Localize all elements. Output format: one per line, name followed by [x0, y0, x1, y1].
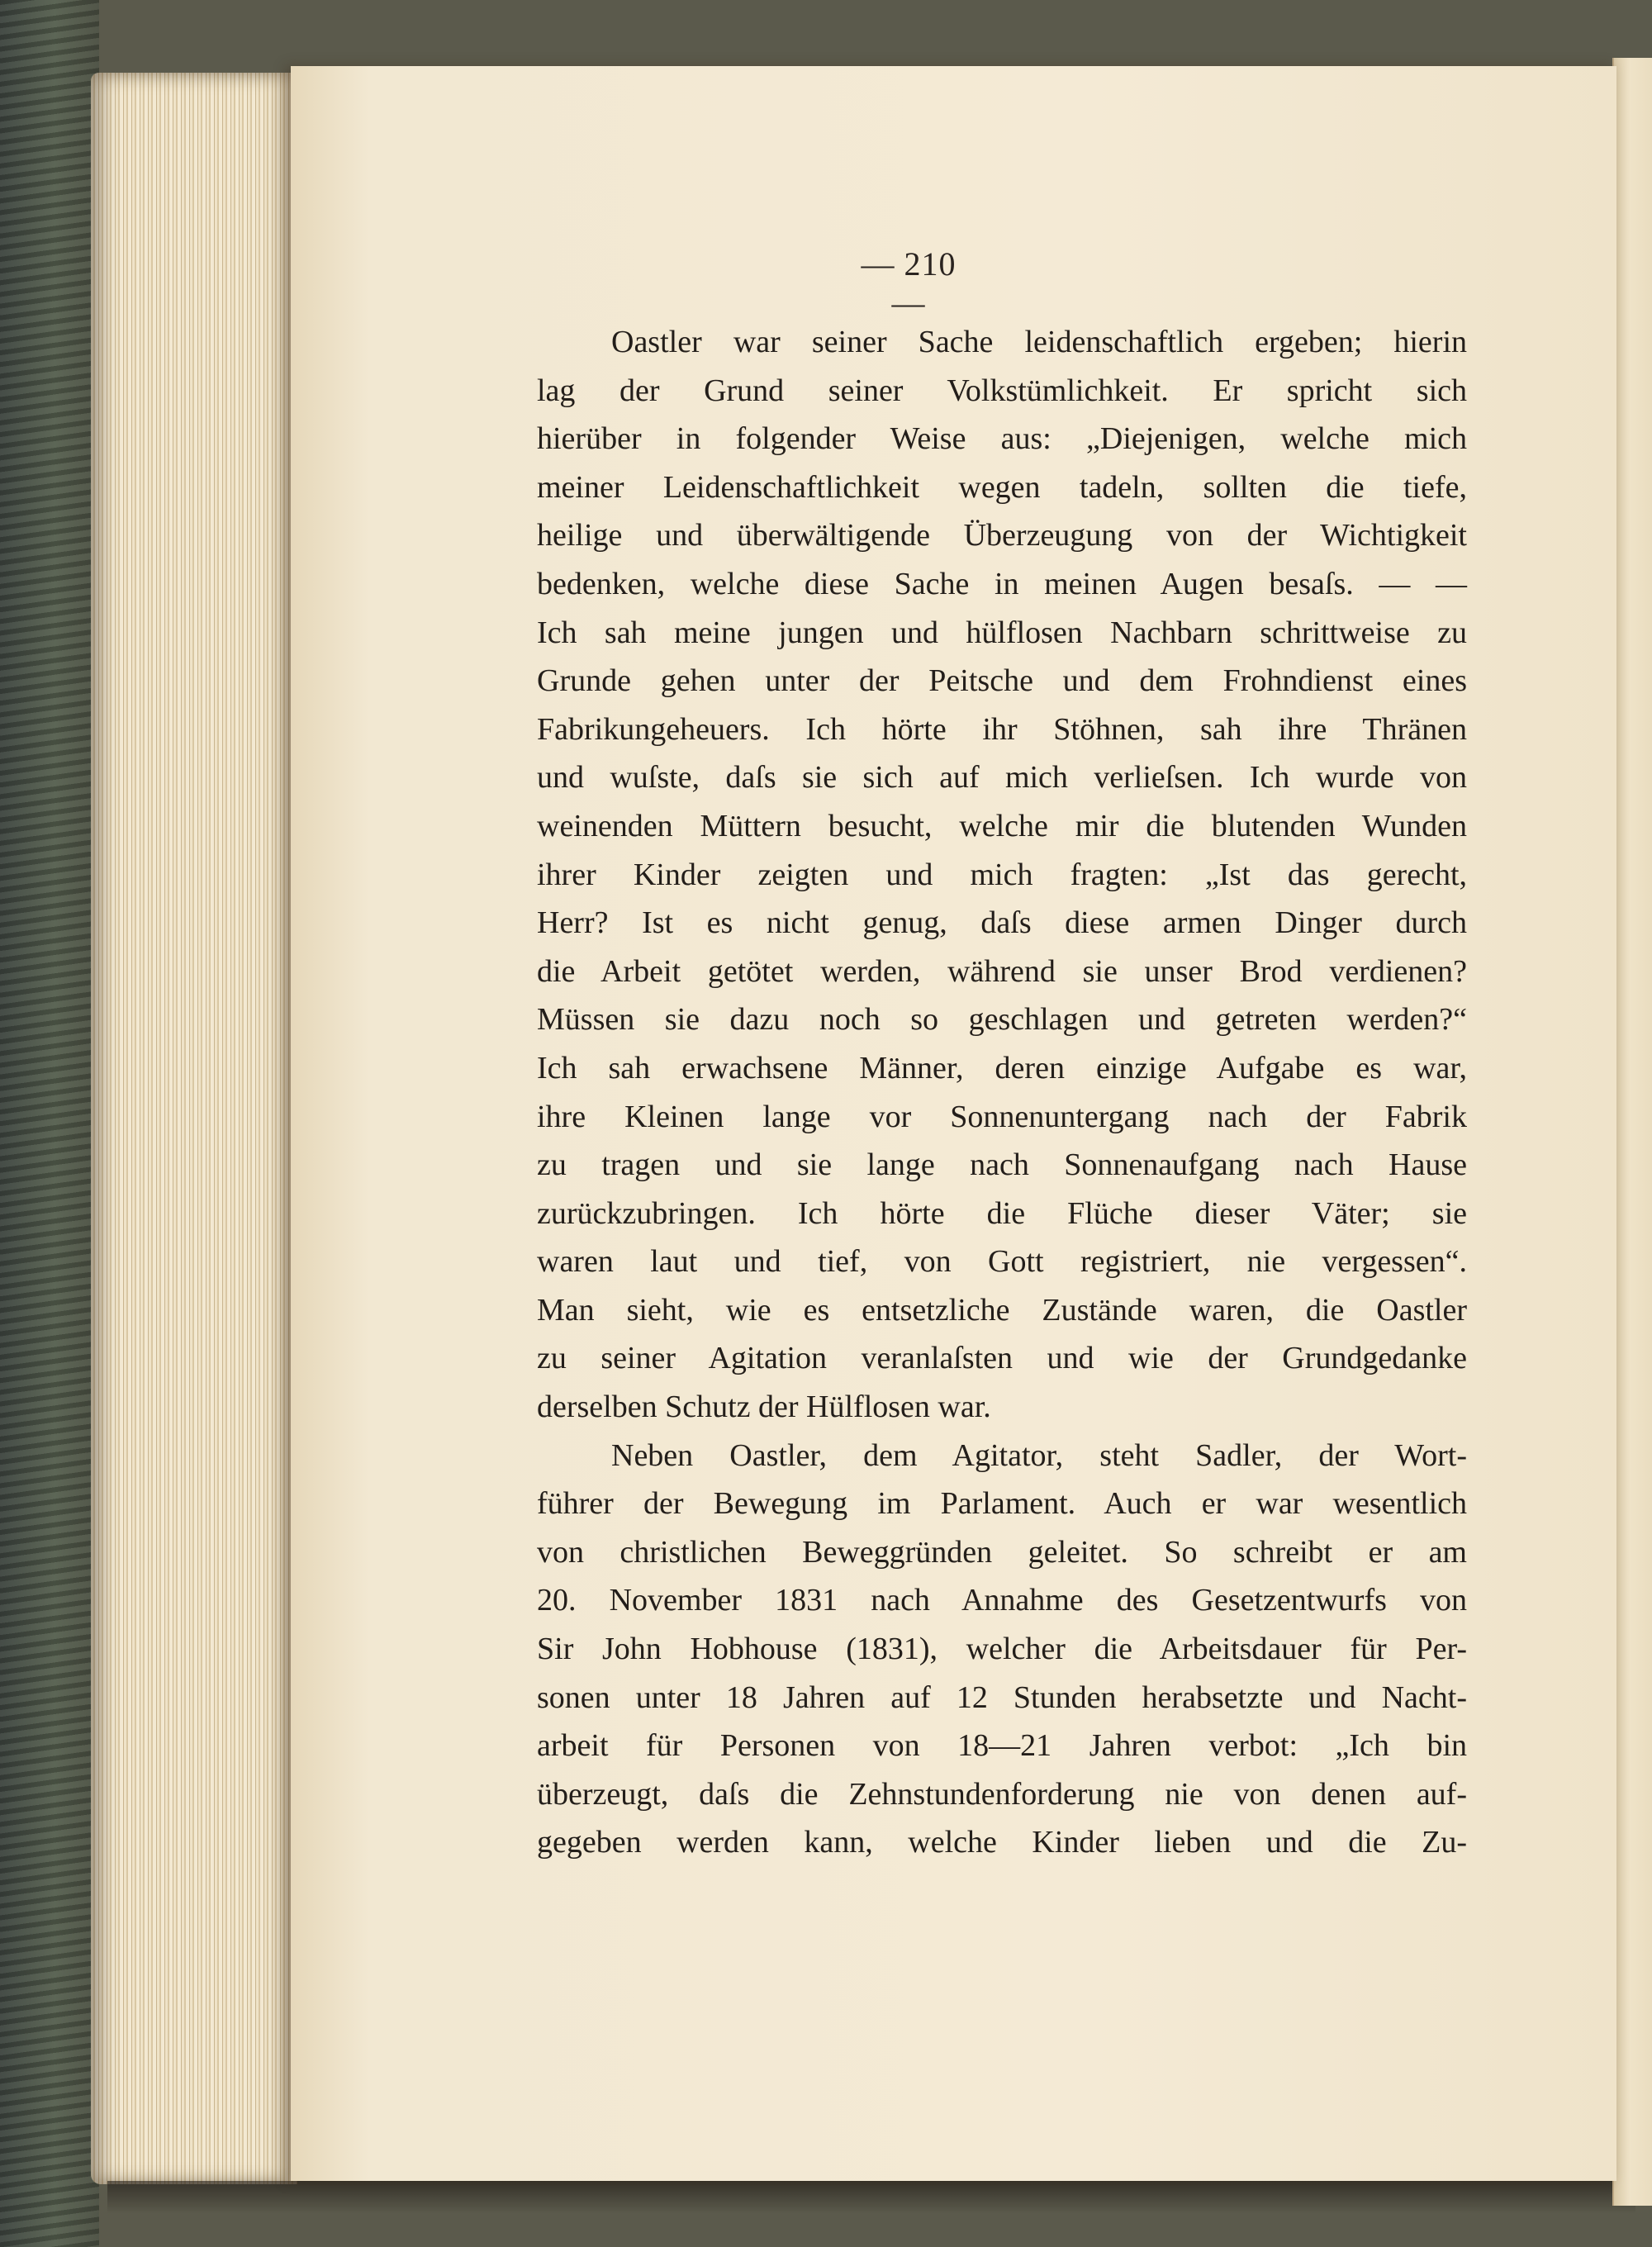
text-line: führer der Bewegung im Parlament. Auch er war wesentlich [537, 1486, 1467, 1522]
text-line: lag der Grund seiner Volkstümlichkeit. Er spricht sich [537, 373, 1467, 408]
text-line: die Arbeit getötet werden, während sie unser Brod verdienen? [537, 953, 1467, 989]
text-line: überzeugt, daſs die Zehnstundenforderung nie von denen auf- [537, 1776, 1467, 1812]
text-line: Neben Oastler, dem Agitator, steht Sadler, der Wort- [611, 1437, 1467, 1473]
text-line: meiner Leidenschaftlichkeit wegen tadeln, sollten die tiefe, [537, 469, 1467, 505]
text-line: sonen unter 18 Jahren auf 12 Stunden herabsetzte und Nacht- [537, 1679, 1467, 1715]
text-line: zurückzubringen. Ich hörte die Flüche dieser Väter; sie [537, 1195, 1467, 1231]
text-line: bedenken, welche diese Sache in meinen Augen besaſs. — — [537, 566, 1467, 601]
page-number: — 210 — [861, 245, 957, 321]
text-line: Fabrikungeheuers. Ich hörte ihr Stöhnen, sah ihre Thränen [537, 711, 1467, 747]
text-line: weinenden Müttern besucht, welche mir die blutenden Wunden [537, 808, 1467, 843]
text-line: ihrer Kinder zeigten und mich fragten: „Ist das gerecht, [537, 857, 1467, 892]
book-cover [0, 0, 99, 2247]
page-shadow [107, 2181, 1635, 2214]
text-line: Oastler war seiner Sache leidenschaftlich ergeben; hierin [611, 325, 1467, 359]
text-line: gegeben werden kann, welche Kinder lieben und die Zu- [537, 1825, 1467, 1860]
text-line: hierüber in folgender Weise aus: „Diejenigen, welche mich [537, 421, 1467, 457]
text-line: zu seiner Agitation veranlaſsten und wie der Grundgedanke [537, 1341, 1467, 1376]
text-line: Müssen sie dazu noch so geschlagen und getreten werden?“ [537, 1002, 1467, 1038]
text-line: Sir John Hobhouse (1831), welcher die Arbeitsdauer für Per- [537, 1632, 1467, 1667]
text-line: Ich sah erwachsene Männer, deren einzige Aufgabe es war, [537, 1050, 1467, 1085]
text-line: Herr? Ist es nicht genug, daſs diese armen Dinger durch [537, 905, 1467, 941]
text-line: arbeit für Personen von 18—21 Jahren verbot: „Ich bin [537, 1728, 1467, 1764]
body-text [537, 318, 1467, 1867]
text-line: von christlichen Beweggründen geleitet. So schreibt er am [537, 1534, 1467, 1570]
text-line: derselben Schutz der Hülflosen war. [537, 1390, 991, 1425]
text-line: Ich sah meine jungen und hülflosen Nachbarn schrittweise zu [537, 615, 1467, 650]
text-line: ihre Kleinen lange vor Sonnenuntergang nach der Fabrik [537, 1099, 1467, 1134]
text-line: und wuſste, daſs sie sich auf mich verlieſsen. Ich wurde von [537, 760, 1467, 796]
text-line: waren laut und tief, von Gott registriert, nie vergessen“. [537, 1244, 1467, 1280]
text-line: 20. November 1831 nach Annahme des Gesetzentwurfs von [537, 1583, 1467, 1618]
text-line: Man sieht, wie es entsetzliche Zustände waren, die Oastler [537, 1292, 1467, 1328]
text-line: zu tragen und sie lange nach Sonnenaufgang nach Hause [537, 1147, 1467, 1183]
text-line: heilige und überwältigende Überzeugung von der Wichtigkeit [537, 518, 1467, 553]
facing-page-edge [1612, 58, 1652, 2206]
text-line: Grunde gehen unter der Peitsche und dem Frohndienst eines [537, 663, 1467, 699]
page-edges [91, 73, 297, 2184]
